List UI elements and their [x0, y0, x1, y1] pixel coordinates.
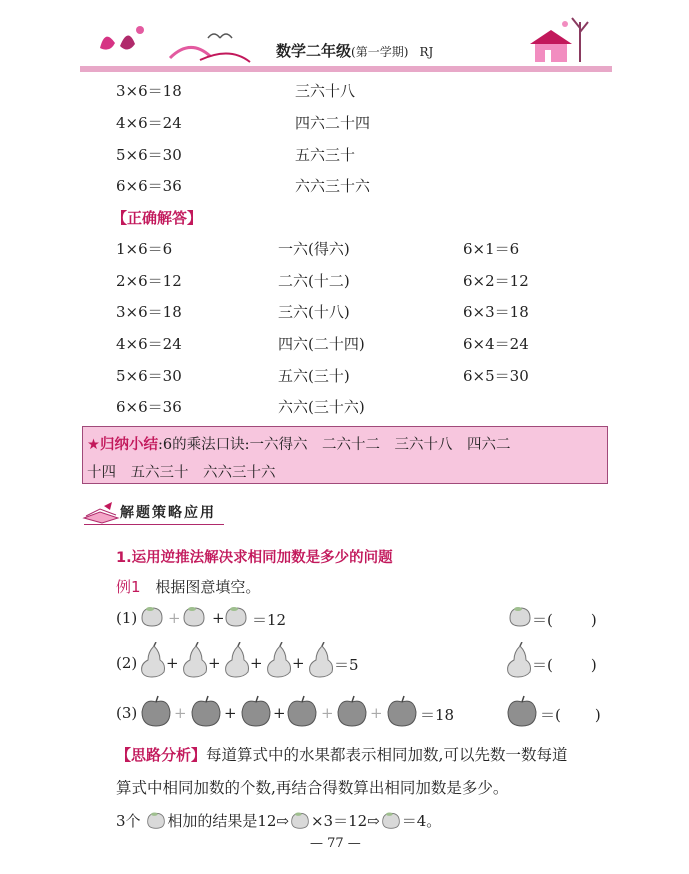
top-row-eq: 6×6＝36: [116, 177, 182, 195]
q3-plus: +: [321, 704, 334, 722]
answer-eq: 5×6＝30: [116, 367, 182, 385]
q2-number: (2): [116, 654, 138, 672]
q3-plus: +: [174, 704, 187, 722]
q3-plus: +: [370, 704, 383, 722]
header-title-main: 数学二年级: [276, 42, 352, 60]
q1-answer-peach: [508, 604, 532, 632]
answer-rhyme: 五六(三十): [278, 367, 350, 385]
calc-peach-icon: [380, 810, 402, 830]
section-title: 解题策略应用: [120, 505, 216, 521]
q1-answer: [532, 609, 597, 630]
q2-plus: +: [292, 654, 305, 672]
q2-plus: +: [250, 654, 263, 672]
example-text: 根据图意填空。: [155, 578, 261, 596]
answer-rev: 6×3＝18: [463, 303, 529, 321]
q3-answer-close: ): [594, 706, 601, 724]
summary-line-1: [87, 433, 511, 454]
q1-plus: +: [212, 609, 225, 627]
q3-plus: +: [273, 704, 286, 722]
analysis-line-2: 算式中相同加数的个数,再结合得数算出相同加数是多少。: [116, 779, 509, 797]
header-title: [276, 40, 433, 61]
page-number: — 77 —: [310, 836, 361, 851]
calc-c: ×3＝12⇨: [310, 812, 380, 830]
q3-number: (3): [116, 704, 138, 722]
q2-plus: +: [166, 654, 179, 672]
top-row-rhyme: 五六三十: [295, 146, 356, 164]
analysis-text-1: 每道算式中的水果都表示相同加数,可以先数一数每道: [206, 746, 568, 764]
answer-rhyme: 三六(十八): [278, 303, 350, 321]
q1-answer-close: ): [590, 611, 597, 629]
q3-answer: [540, 704, 601, 725]
calc-d: ＝4。: [401, 812, 442, 830]
header-subtitle: (第一学期): [351, 45, 409, 59]
answer-rhyme: 六六(三十六): [278, 398, 365, 416]
header-bar: [80, 66, 612, 72]
q2-answer: [532, 654, 597, 675]
q2-answer-open: ＝(: [532, 656, 553, 674]
summary-text-1: :6的乘法口诀:一六得六 二六十二 三六十八 四六二: [158, 437, 511, 453]
header-edition: RJ: [419, 45, 434, 59]
summary-label: ★归纳小结: [87, 437, 158, 453]
q1-plus: +: [168, 609, 181, 627]
q2-answer-close: ): [590, 656, 597, 674]
top-row-rhyme: 六六三十六: [295, 177, 371, 195]
q3-plus: +: [224, 704, 237, 722]
q2-total: ＝5: [334, 656, 359, 674]
section-underline: [84, 524, 224, 525]
calc-peach-icon: [145, 810, 167, 830]
answer-eq: 6×6＝36: [116, 398, 182, 416]
answer-eq: 4×6＝24: [116, 335, 182, 353]
answer-rev: 6×1＝6: [463, 240, 520, 258]
q1-total: ＝12: [252, 611, 287, 629]
q1-number: (1): [116, 609, 138, 627]
top-row-rhyme: 三六十八: [295, 82, 356, 100]
analysis-line-1: [116, 743, 567, 765]
calc-line: [116, 810, 441, 831]
answer-label: 【正确解答】: [112, 209, 203, 227]
answer-eq: 2×6＝12: [116, 272, 182, 290]
answer-rhyme: 一六(得六): [278, 240, 350, 258]
top-row-eq: 4×6＝24: [116, 114, 182, 132]
answer-eq: 1×6＝6: [116, 240, 173, 258]
q1-peach-row: [140, 604, 270, 632]
example-label: 例1: [116, 578, 141, 596]
answer-rev: 6×2＝12: [463, 272, 529, 290]
example-line: [116, 576, 260, 597]
q3-answer-open: ＝(: [540, 706, 561, 724]
answer-rev: 6×5＝30: [463, 367, 529, 385]
answer-rhyme: 二六(十二): [278, 272, 350, 290]
summary-line-2: 十四 五六三十 六六三十六: [87, 465, 276, 481]
q1-answer-open: ＝(: [532, 611, 553, 629]
top-row-rhyme: 四六二十四: [295, 114, 371, 132]
q2-plus: +: [208, 654, 221, 672]
q2-answer-pear: [506, 642, 534, 682]
problem-heading: 1.运用逆推法解决求相同加数是多少的问题: [116, 550, 393, 566]
calc-b: 相加的结果是12⇨: [167, 812, 289, 830]
summary-box: [82, 426, 608, 484]
answer-rev: 6×4＝24: [463, 335, 529, 353]
calc-peach-icon: [289, 810, 311, 830]
top-row-eq: 5×6＝30: [116, 146, 182, 164]
analysis-label: 【思路分析】: [116, 746, 207, 764]
answer-rhyme: 四六(二十四): [278, 335, 365, 353]
calc-a: 3个: [116, 812, 141, 830]
q3-total: ＝18: [420, 706, 455, 724]
top-row-eq: 3×6＝18: [116, 82, 182, 100]
q3-answer-apple: [506, 694, 538, 734]
answer-eq: 3×6＝18: [116, 303, 182, 321]
